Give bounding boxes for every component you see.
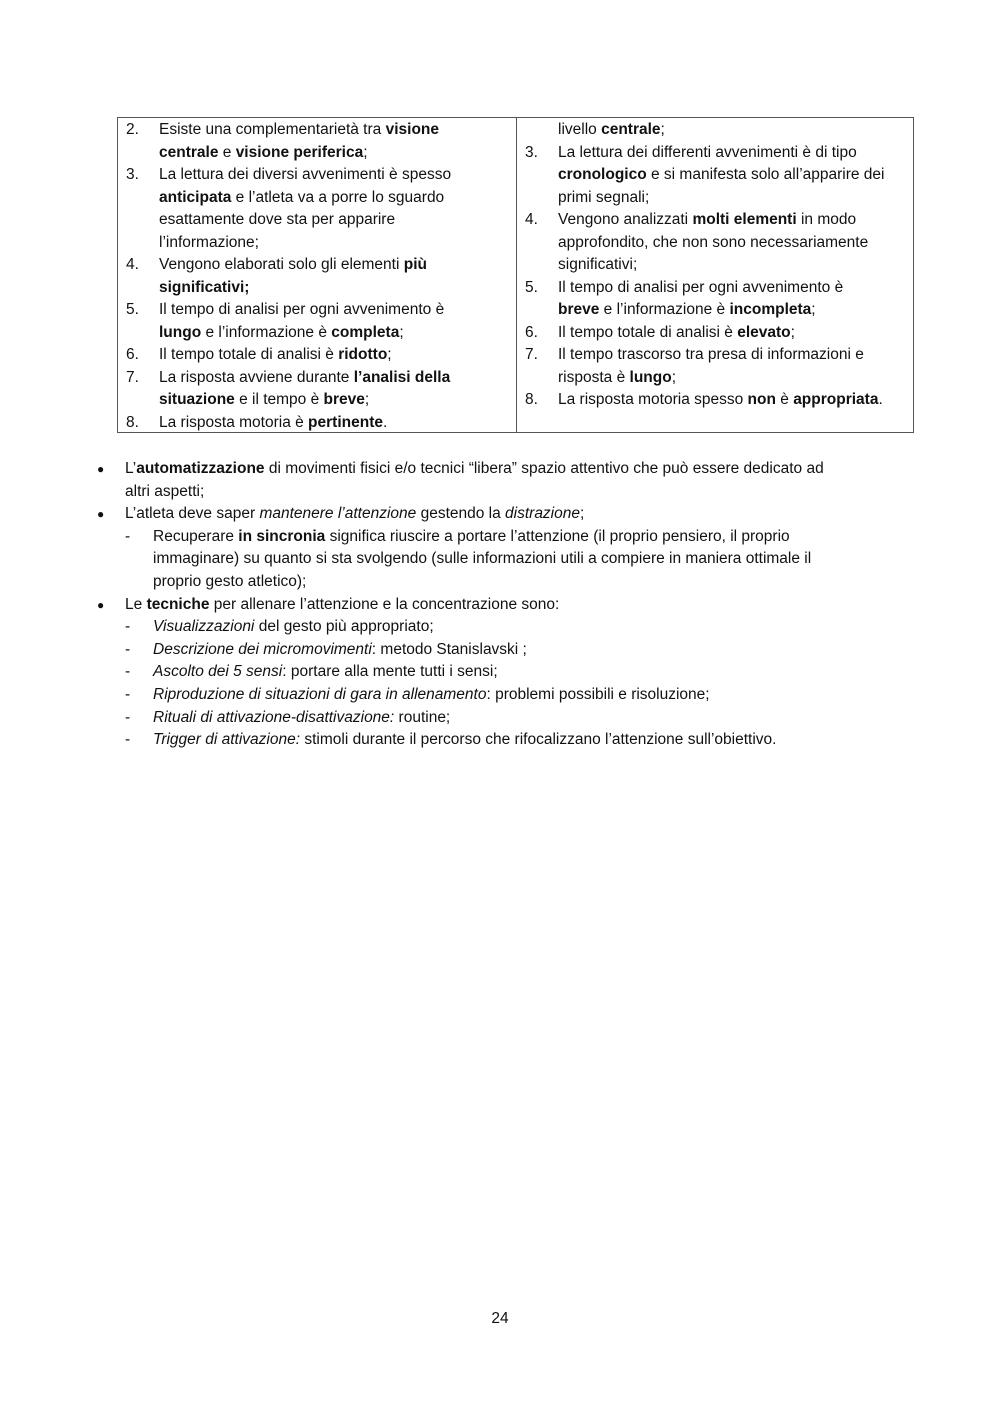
dash-item xyxy=(97,729,907,752)
text-run: ; xyxy=(364,391,370,408)
list-number xyxy=(124,277,159,300)
text-run: ; xyxy=(790,323,795,341)
table-line xyxy=(124,367,506,390)
text-run: mantenere l’attenzione xyxy=(259,505,417,523)
text-run: esattamente dove sta per apparire xyxy=(159,211,396,228)
text-run: lungo xyxy=(629,368,672,386)
list-number: 3. xyxy=(126,166,139,183)
list-number xyxy=(124,389,159,412)
table-line-text xyxy=(558,254,903,277)
text-run: Trigger di attivazione: xyxy=(153,731,301,749)
table-line-text xyxy=(159,187,506,210)
table-line-text xyxy=(159,277,506,300)
list-number: 3. xyxy=(525,143,538,161)
dash-item xyxy=(97,616,907,639)
text-run: per allenare l’attenzione e la concentrazione sono: xyxy=(209,595,560,613)
dash-marker: - xyxy=(125,618,131,636)
dash-marker: - xyxy=(125,685,131,703)
text-run: visione periferica xyxy=(235,143,364,161)
list-number: 6. xyxy=(525,323,538,341)
table-line-text xyxy=(558,209,903,232)
dash-item xyxy=(97,684,907,707)
text-run: Rituali di attivazione-disattivazione: xyxy=(153,708,395,726)
line-text xyxy=(125,503,584,526)
dash-item xyxy=(97,707,907,730)
dash-marker: - xyxy=(125,527,131,545)
text-run: Ascolto dei 5 sensi xyxy=(153,663,283,681)
text-run: La lettura dei differenti avvenimenti è di tipo xyxy=(558,143,857,161)
table-line-text xyxy=(159,209,506,232)
table-line-text xyxy=(159,232,506,255)
dash-item xyxy=(97,526,907,549)
table-line-text xyxy=(558,142,903,165)
table-line xyxy=(523,119,903,142)
table-line xyxy=(523,389,903,412)
list-number xyxy=(124,209,159,232)
table-line-text xyxy=(558,299,903,322)
text-run: breve xyxy=(323,391,365,408)
text-run: Visualizzazioni xyxy=(153,618,255,636)
text-run: La risposta avviene durante xyxy=(159,368,354,386)
text-run: ; xyxy=(387,346,392,363)
text-run: completa xyxy=(331,323,400,341)
text-run: La risposta motoria è xyxy=(159,413,309,431)
line-text xyxy=(125,481,204,504)
text-run: anticipata xyxy=(159,188,232,206)
text-run: altri aspetti; xyxy=(125,482,205,500)
text-run: Il tempo totale di analisi è xyxy=(159,346,339,363)
text-run: ridotto xyxy=(338,346,388,363)
list-number xyxy=(523,299,558,322)
table-line xyxy=(523,164,903,187)
text-run: breve xyxy=(558,301,600,318)
table-line xyxy=(523,344,903,367)
text-run: risposta è xyxy=(558,368,630,386)
text-run: La lettura dei diversi avvenimenti è spesso xyxy=(159,166,452,183)
table-line-text xyxy=(558,389,903,412)
list-number xyxy=(124,142,159,165)
text-run: e l’informazione è xyxy=(201,323,332,341)
text-run: . xyxy=(382,413,388,431)
table-line xyxy=(124,187,506,210)
line-text xyxy=(125,458,824,481)
list-number: 2. xyxy=(126,121,139,138)
table-line-text xyxy=(159,164,506,187)
table-line-text xyxy=(159,322,506,345)
text-run: Le xyxy=(125,595,147,613)
text-run: appropriata xyxy=(793,391,879,408)
table-line xyxy=(124,119,506,142)
text-line xyxy=(97,481,907,504)
list-number xyxy=(523,164,558,187)
table-line xyxy=(124,322,506,345)
list-number xyxy=(124,322,159,345)
line-text xyxy=(153,548,811,571)
table-line xyxy=(523,209,903,232)
text-run: centrale xyxy=(159,143,219,161)
text-run: ; xyxy=(363,143,368,161)
text-run: di movimenti fisici e/o tecnici “libera” spazio attentivo che può essere dedicato ad xyxy=(264,460,824,477)
list-number xyxy=(523,187,558,210)
list-number: 4. xyxy=(126,256,139,273)
table-line xyxy=(124,254,506,277)
text-run: Descrizione dei micromovimenti xyxy=(153,640,372,658)
text-run: significativi; xyxy=(558,256,638,273)
text-run: incompleta xyxy=(729,301,812,318)
table-line xyxy=(124,209,506,232)
dash-item xyxy=(97,639,907,662)
text-run: ; xyxy=(811,301,816,318)
table-column-right xyxy=(517,118,913,432)
text-line xyxy=(97,571,907,594)
text-run: Il tempo di analisi per ogni avvenimento è xyxy=(159,301,445,318)
table-line-text xyxy=(558,322,903,345)
table-line-text xyxy=(159,389,506,412)
list-number xyxy=(523,232,558,255)
list-number xyxy=(124,187,159,210)
text-run: proprio gesto atletico); xyxy=(153,572,307,590)
text-run: distrazione xyxy=(505,505,580,523)
text-run: cronologico xyxy=(558,166,647,183)
text-run: e l’atleta va a porre lo sguardo xyxy=(231,188,445,206)
bullet-item xyxy=(97,594,907,617)
table-line-text xyxy=(159,299,506,322)
list-number: 7. xyxy=(126,368,139,386)
text-run: non xyxy=(747,391,776,408)
text-run: L’ xyxy=(125,460,137,477)
text-run: La risposta motoria spesso xyxy=(558,391,748,408)
text-run: Il tempo totale di analisi è xyxy=(558,323,738,341)
table-line xyxy=(124,344,506,367)
table-line-text xyxy=(558,367,903,390)
line-text xyxy=(153,526,790,549)
line-text xyxy=(153,707,450,730)
table-line xyxy=(124,299,506,322)
text-run: ; xyxy=(399,323,404,341)
list-number xyxy=(523,254,558,277)
page-number: 24 xyxy=(491,1310,509,1327)
bullet-item xyxy=(97,503,907,526)
text-run: ; xyxy=(660,121,665,138)
text-run: del gesto più appropriato; xyxy=(254,618,434,636)
text-run: l’analisi della xyxy=(353,368,451,386)
text-run: Vengono analizzati xyxy=(558,211,693,228)
table-line xyxy=(523,322,903,345)
list-number: 4. xyxy=(525,211,538,228)
table-line-text xyxy=(159,412,506,435)
text-run: immaginare) su quanto si sta svolgendo (sulle informazioni utili a compiere in maniera ottimale il xyxy=(153,550,812,568)
text-run: situazione xyxy=(159,391,235,408)
text-run: elevato xyxy=(737,323,791,341)
line-text xyxy=(153,639,527,662)
text-run: gestendo la xyxy=(416,505,506,523)
text-run: pertinente xyxy=(308,413,383,431)
table-line-text xyxy=(558,277,903,300)
dash-item xyxy=(97,661,907,684)
text-run: tecniche xyxy=(146,595,210,613)
text-run: approfondito, che non sono necessariamente xyxy=(558,233,869,251)
text-run: e l’informazione è xyxy=(599,301,730,318)
dash-marker: - xyxy=(125,640,131,658)
table-line xyxy=(124,142,506,165)
line-text xyxy=(153,571,306,594)
list-number: 5. xyxy=(525,278,538,296)
text-run: è xyxy=(775,391,794,408)
text-run: ; xyxy=(580,505,585,523)
table-line-text xyxy=(159,142,506,165)
line-text xyxy=(153,661,498,684)
list-number xyxy=(523,119,558,142)
text-run: centrale xyxy=(601,121,661,138)
list-number: 5. xyxy=(126,301,139,318)
table-line xyxy=(124,164,506,187)
list-number xyxy=(523,367,558,390)
table-line xyxy=(523,187,903,210)
list-number: 8. xyxy=(126,413,139,431)
bullet-marker: ● xyxy=(97,462,105,476)
text-run: e si manifesta solo all’apparire dei xyxy=(646,166,885,183)
text-run: Esiste una complementarietà tra xyxy=(159,121,386,138)
text-run: stimoli durante il percorso che rifocalizzano l’attenzione sull’obiettivo. xyxy=(300,731,777,749)
text-run: più xyxy=(403,256,427,273)
line-text xyxy=(125,594,559,617)
text-run: Riproduzione di situazioni di gara in allenamento xyxy=(153,685,487,703)
text-run: in sincronia xyxy=(238,527,326,545)
text-run: Il tempo trascorso tra presa di informazioni e xyxy=(558,346,864,363)
list-number xyxy=(124,232,159,255)
line-text xyxy=(153,684,710,707)
dash-marker: - xyxy=(125,708,131,726)
table-line-text xyxy=(558,187,903,210)
line-text xyxy=(153,729,776,752)
text-run: Recuperare xyxy=(153,527,239,545)
text-run: in modo xyxy=(796,211,857,228)
table-line-text xyxy=(558,119,903,142)
text-run: e il tempo è xyxy=(234,391,324,408)
text-run: lungo xyxy=(159,323,202,341)
dash-marker: - xyxy=(125,731,131,749)
table-line-text xyxy=(159,254,506,277)
table-line xyxy=(523,277,903,300)
table-line xyxy=(523,232,903,255)
bullet-item xyxy=(97,458,907,481)
text-run: routine; xyxy=(394,708,451,726)
text-run: ; xyxy=(671,368,677,386)
text-run: Vengono elaborati solo gli elementi xyxy=(159,256,404,273)
table-line-text xyxy=(159,344,506,367)
text-run: molti elementi xyxy=(692,211,797,228)
text-run: primi segnali; xyxy=(558,188,650,206)
table-line xyxy=(523,142,903,165)
text-run: : problemi possibili e risoluzione; xyxy=(486,685,710,703)
text-run: significativi; xyxy=(159,278,250,296)
text-run: l’informazione; xyxy=(159,233,259,251)
table-line xyxy=(523,299,903,322)
table-line xyxy=(523,367,903,390)
table-line xyxy=(124,232,506,255)
table-line-text xyxy=(558,164,903,187)
text-line xyxy=(97,548,907,571)
body-text xyxy=(97,458,907,752)
table-line xyxy=(124,277,506,300)
bullet-marker: ● xyxy=(97,507,105,522)
table-line-text xyxy=(159,119,506,142)
text-run: : metodo Stanislavski ; xyxy=(371,640,527,658)
table-line xyxy=(124,389,506,412)
text-run: L’atleta deve saper xyxy=(125,505,260,523)
table-line-text xyxy=(558,344,903,367)
text-run: : portare alla mente tutti i sensi; xyxy=(282,663,498,681)
dash-marker: - xyxy=(125,663,131,681)
table-column-left xyxy=(118,118,517,432)
list-number: 8. xyxy=(525,391,538,408)
table-line xyxy=(523,254,903,277)
text-run: significa riuscire a portare l’attenzione (il proprio pensiero, il proprio xyxy=(325,527,790,545)
text-run: automatizzazione xyxy=(136,460,265,477)
table-line-text xyxy=(558,232,903,255)
bullet-marker: ● xyxy=(97,597,105,612)
comparison-table xyxy=(117,117,914,433)
list-number: 6. xyxy=(126,346,139,363)
text-run: e xyxy=(218,143,236,161)
text-run: visione xyxy=(385,121,440,138)
table-line xyxy=(124,412,506,435)
text-run: livello xyxy=(558,121,602,138)
list-number: 7. xyxy=(525,346,538,363)
text-run: Il tempo di analisi per ogni avvenimento è xyxy=(558,278,844,296)
table-line-text xyxy=(159,367,506,390)
line-text xyxy=(153,616,434,639)
text-run: . xyxy=(878,391,883,408)
